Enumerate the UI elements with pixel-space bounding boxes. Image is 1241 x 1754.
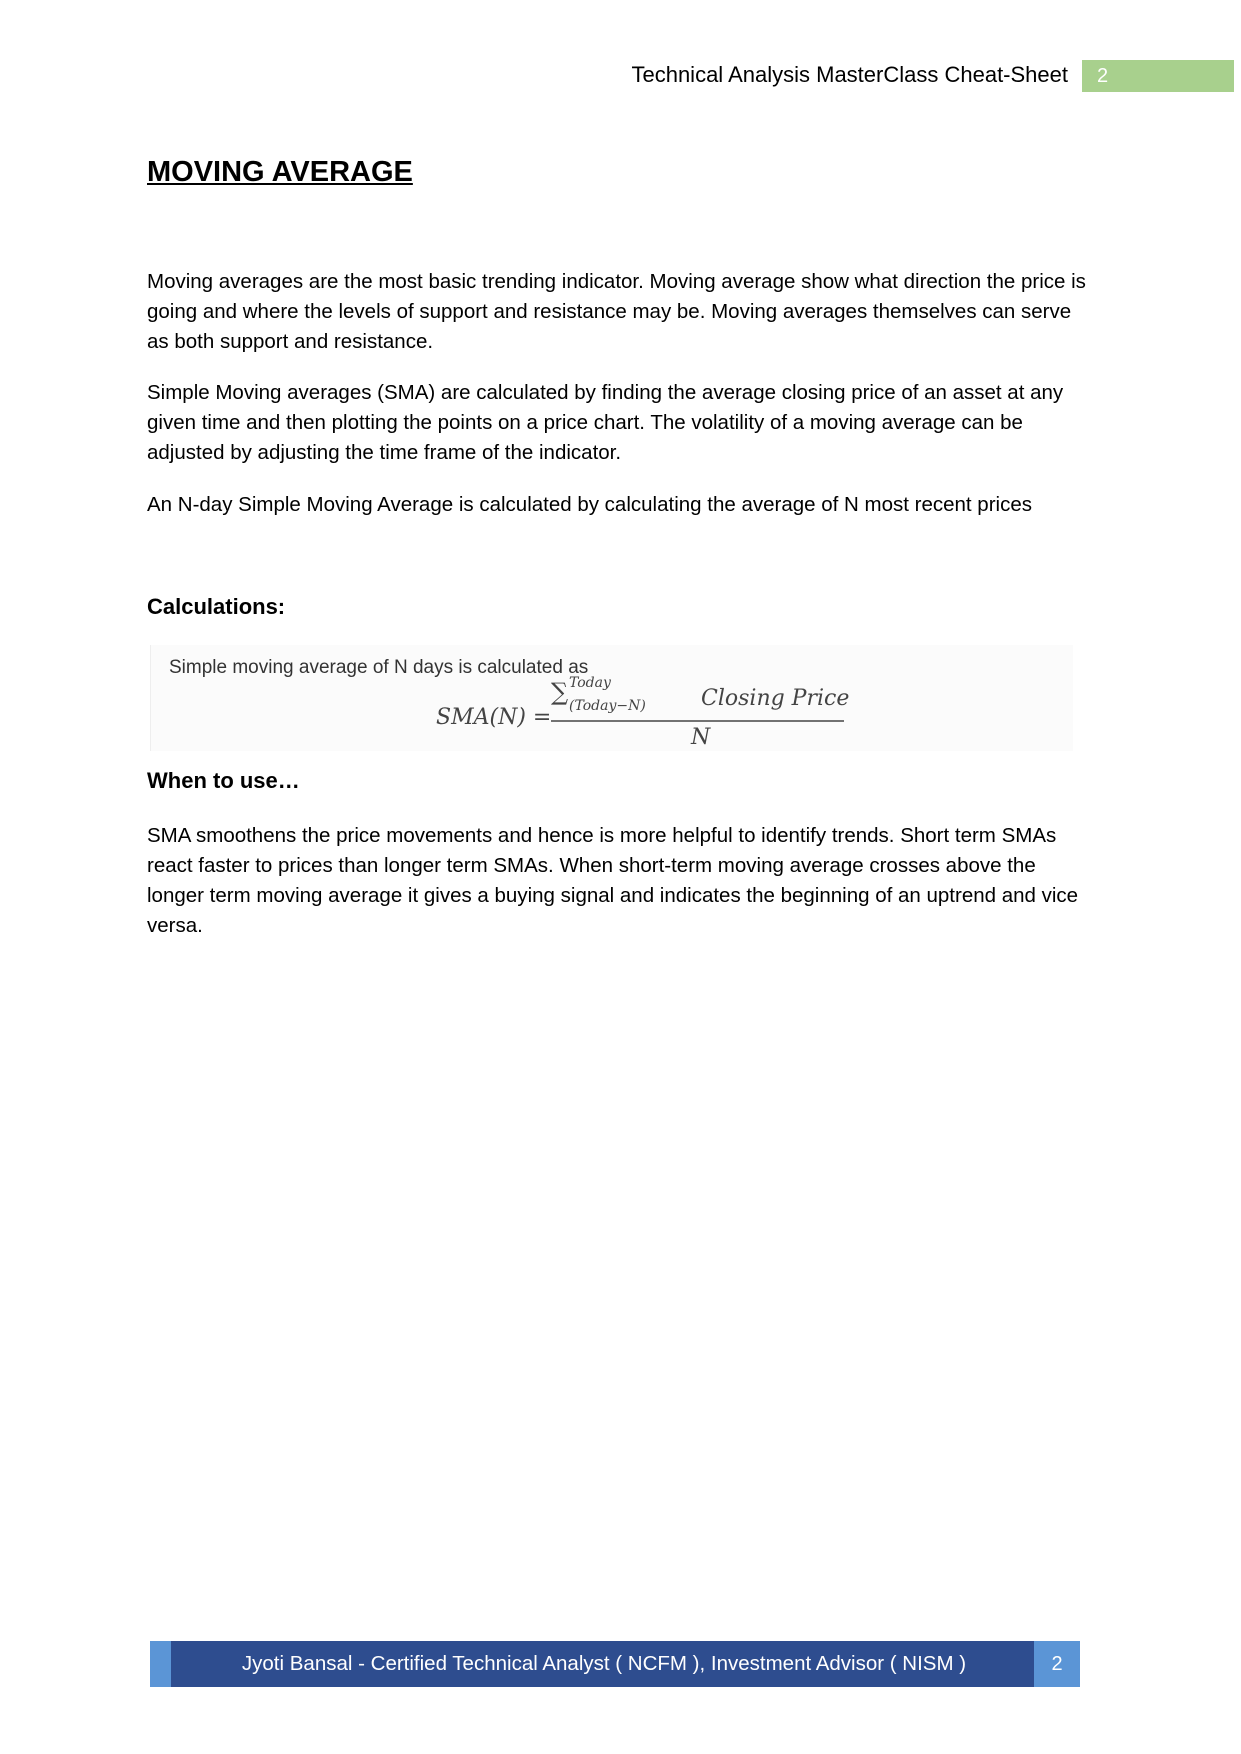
sma-paragraph: Simple Moving averages (SMA) are calculated by finding the average closing price of an asset at any given time and then plotting the points on a price chart. The volatility of a moving average can be adjusted by adjusting the time frame of the indicator. xyxy=(147,381,1064,464)
formula-numerator-term: Closing Price xyxy=(701,686,850,711)
formula-sum-symbol: ∑ xyxy=(551,678,569,706)
page-footer xyxy=(150,1641,1080,1687)
usage-paragraph: SMA smoothens the price movements and hence is more helpful to identify trends. Short term SMAs react faster to prices than longer term SMAs. When short-term moving average crosses above the longer term moving average it gives a buying signal and indicates the beginning of an uptrend and vice versa. xyxy=(147,824,1079,937)
calculations-heading: Calculations: xyxy=(147,594,286,619)
sma-formula xyxy=(151,645,1073,751)
footer-author: Jyoti Bansal - Certified Technical Analyst ( NCFM ), Investment Advisor ( NISM ) xyxy=(241,1652,967,1675)
header-page-number: 2 xyxy=(1082,60,1234,92)
footer-page-number: 2 xyxy=(1034,1641,1080,1687)
formula-lower-limit: (Today−N) xyxy=(569,698,646,714)
section-title: MOVING AVERAGE xyxy=(147,156,413,188)
formula-denominator: N xyxy=(691,725,711,750)
when-to-use-heading: When to use… xyxy=(147,768,300,793)
formula-image xyxy=(150,645,1073,751)
n-day-paragraph: An N-day Simple Moving Average is calculated by calculating the average of N most recent prices xyxy=(147,493,1032,516)
formula-upper-limit: Today xyxy=(569,675,611,691)
formula-lhs: SMA(N) = xyxy=(436,705,552,730)
footer-accent xyxy=(150,1641,171,1687)
header-title: Technical Analysis MasterClass Cheat-Sheet xyxy=(631,62,1068,87)
intro-paragraph: Moving averages are the most basic trending indicator. Moving average show what direction the price is going and where the levels of support and resistance may be. Moving averages themselves can serve as both support and resistance. xyxy=(147,270,1086,353)
formula-intro: Simple moving average of N days is calculated as xyxy=(169,657,589,678)
